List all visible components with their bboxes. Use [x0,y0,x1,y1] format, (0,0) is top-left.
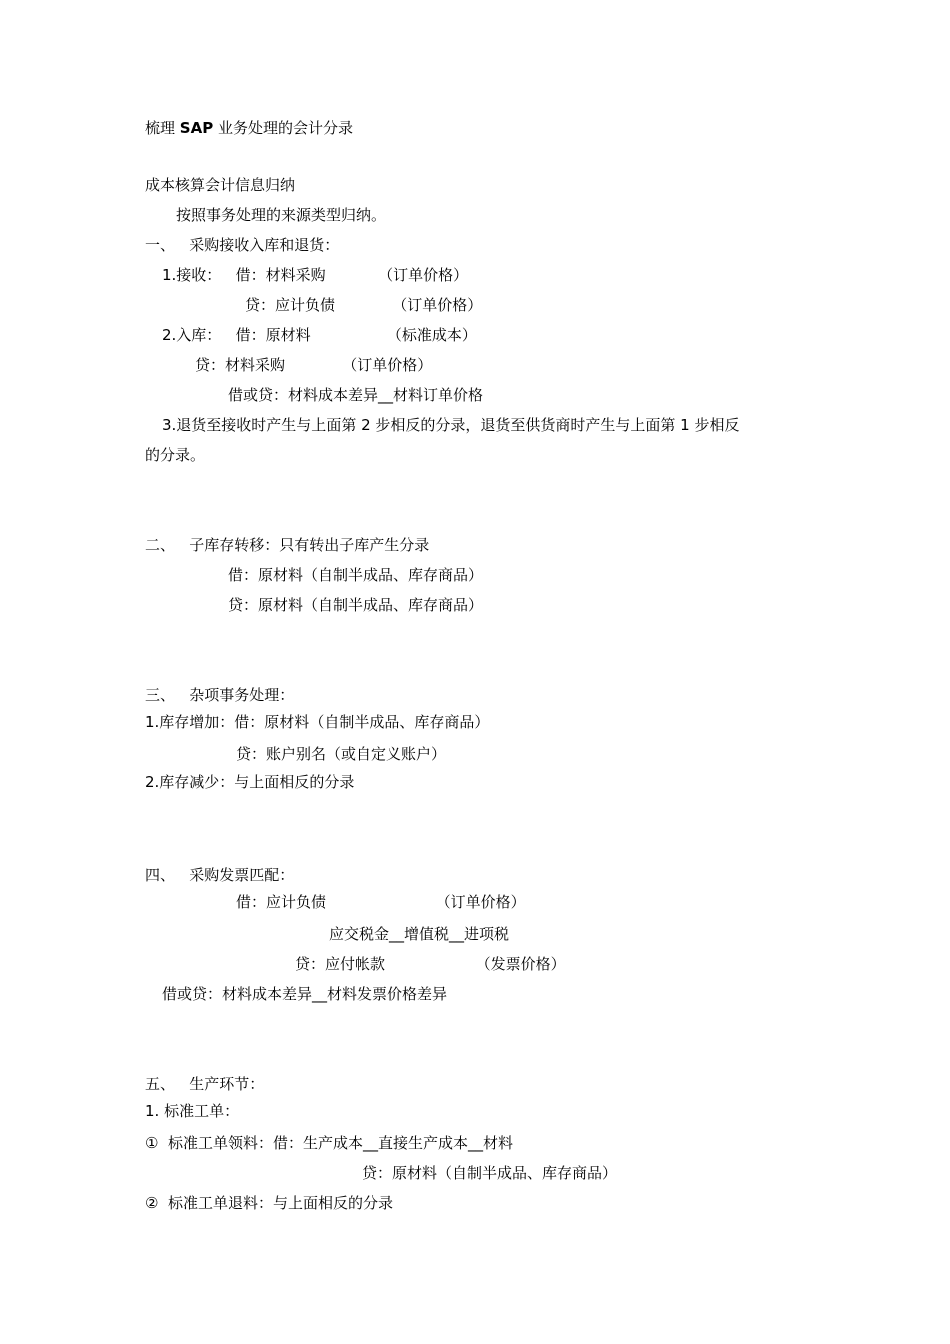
section-5-line-2: ① 标准工单领料：借：生产成本__直接生产成本__材料 [145,1134,513,1152]
section-3-line-3: 2.库存减少：与上面相反的分录 [145,773,355,791]
section-2-line-2: 贷：原材料（自制半成品、库存商品） [228,596,484,614]
document-title [145,118,353,138]
section-5-line-4: ② 标准工单退料：与上面相反的分录 [145,1194,393,1212]
section-3-heading: 三、 杂项事务处理： [145,686,295,704]
section-1-line-5: 借或贷：材料成本差异__材料订单价格 [228,386,484,404]
section-4-line-3: 贷：应付帐款 （发票价格） [295,955,566,973]
section-5-line-3: 贷：原材料（自制半成品、库存商品） [362,1164,618,1182]
section-1-line-1: 1.接收： 借：材料采购 （订单价格） [162,266,469,284]
section-1-line-4: 贷：材料采购 （订单价格） [195,356,433,374]
section-4-line-4: 借或贷：材料成本差异__材料发票价格差异 [162,985,448,1003]
section-4-heading: 四、 采购发票匹配： [145,866,295,884]
section-5-line-1: 1. 标准工单： [145,1102,240,1120]
section-5-heading: 五、 生产环节： [145,1075,265,1093]
intro-text: 按照事务处理的来源类型归纳。 [176,206,387,224]
section-1-line-2: 贷：应计负债 （订单价格） [245,296,483,314]
title-sap: SAP [179,119,214,137]
section-2-heading: 二、 子库存转移：只有转出子库产生分录 [145,536,430,554]
section-1-line-3: 2.入库： 借：原材料 （标准成本） [162,326,477,344]
title-suffix: 业务处理的会计分录 [213,119,353,137]
section-4-line-1: 借：应计负债 （订单价格） [236,893,526,911]
section-1-line-7: 的分录。 [145,446,206,464]
subtitle: 成本核算会计信息归纳 [145,176,296,194]
section-3-line-2: 贷：账户别名（或自定义账户） [236,745,447,763]
title-prefix: 梳理 [145,119,180,137]
section-2-line-1: 借：原材料（自制半成品、库存商品） [228,566,484,584]
section-3-line-1: 1.库存增加：借：原材料（自制半成品、库存商品） [145,713,490,731]
section-1-line-6: 3.退货至接收时产生与上面第 2 步相反的分录，退货至供货商时产生与上面第 1 步相反 [162,416,740,434]
section-1-heading: 一、 采购接收入库和退货： [145,236,340,254]
section-4-line-2: 应交税金__增值税__进项税 [329,925,510,943]
